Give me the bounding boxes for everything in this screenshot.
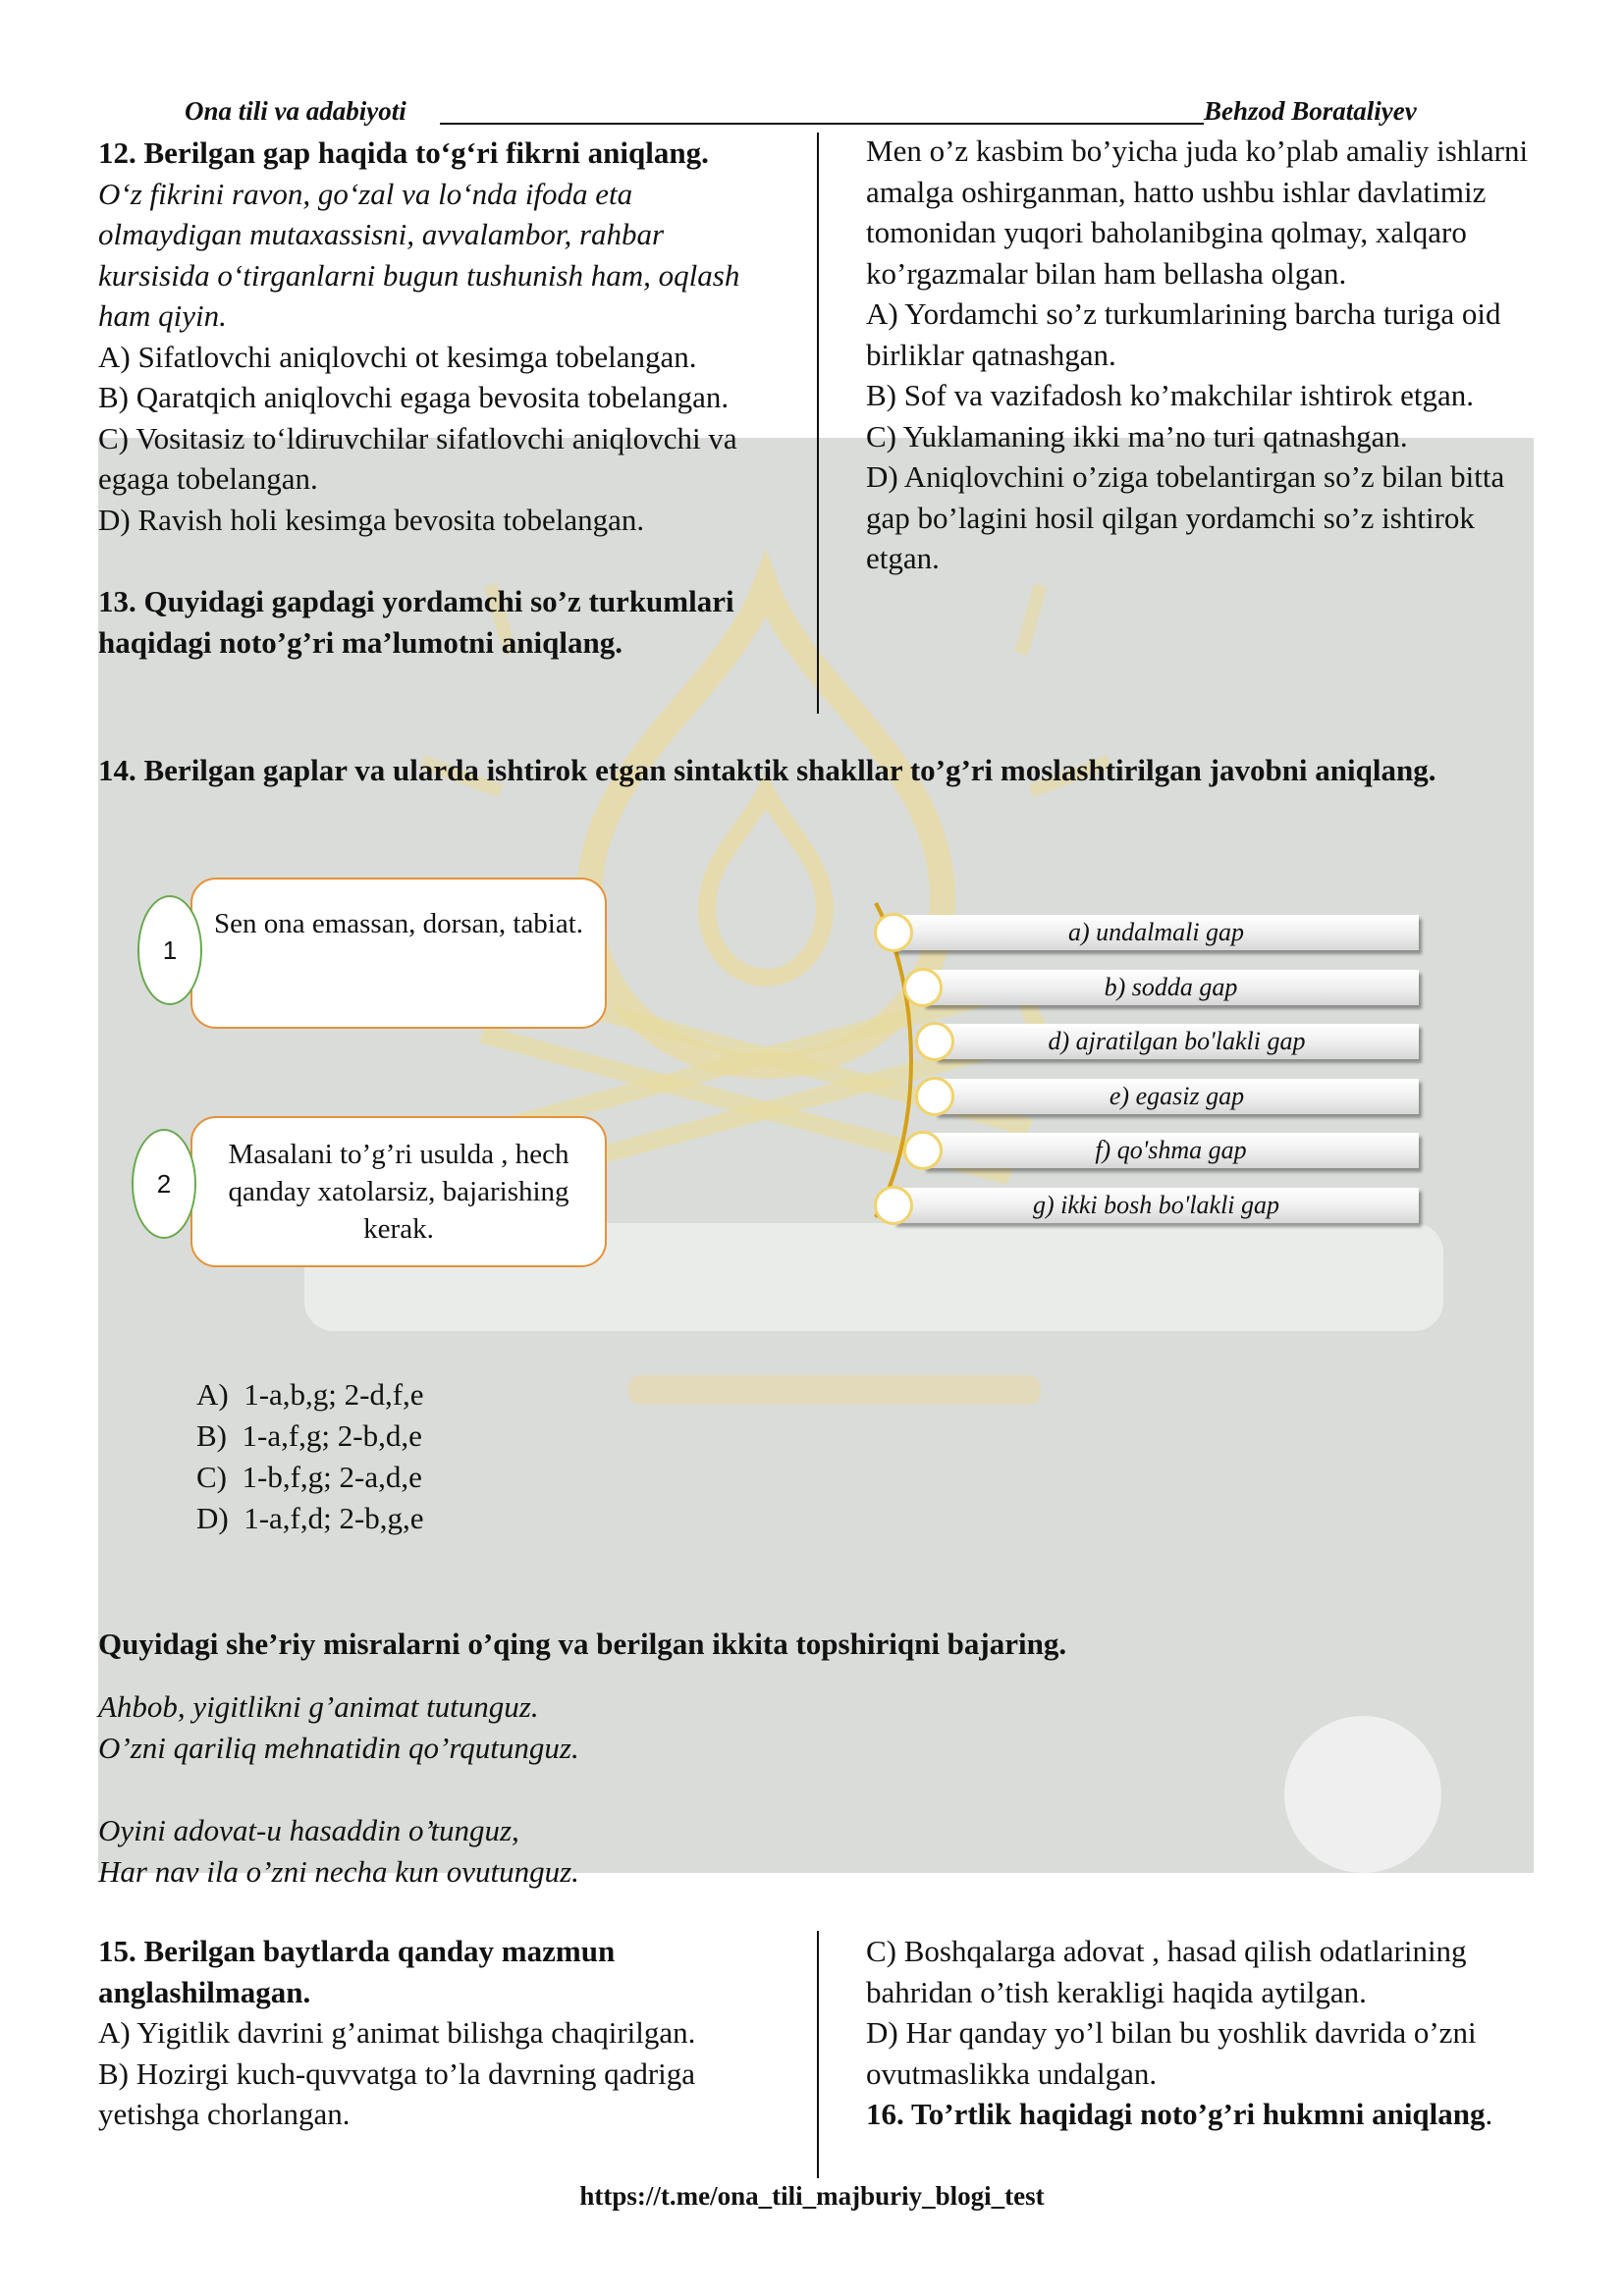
- poem-line-3: Oyini adovat-u hasaddin o’tunguz,: [98, 1813, 519, 1847]
- choice-d: d) ajratilgan bo'lakli gap: [935, 1024, 1419, 1059]
- choice-e-bullet: [915, 1077, 954, 1116]
- question-15-option-c: C) Boshqalarga adovat , hasad qilish odatlarining bahridan o’tish kerakligi haqida aytilgan.: [866, 1934, 1467, 2009]
- sentence-number-1: 1: [137, 895, 202, 1005]
- question-13-passage: Men o’z kasbim bo’yicha juda ko’plab amaliy ishlarni amalga oshirganman, hatto ushbu ishlar davlatimiz tomonidan yuqori baholanibgina qolmay, xalqaro ko’rgazmalar bilan ham bellasha olgan.: [866, 133, 1529, 291]
- question-12-title: 12. Berilgan gap haqida to‘g‘ri fikrni aniqlang.: [98, 135, 709, 170]
- question-15-option-d: D) Har qanday yo’l bilan bu yoshlik davrida o’zni ovutmaslikka undalgan.: [866, 2015, 1477, 2091]
- choice-e: e) egasiz gap: [935, 1079, 1419, 1114]
- choice-d-bullet: [915, 1022, 954, 1061]
- header-subject: Ona tili va adabiyoti: [185, 96, 406, 126]
- question-13-option-c: C) Yuklamaning ikki ma’no turi qatnashgan.: [866, 418, 1408, 454]
- poem-instruction: Quyidagi she’riy misralarni o’qing va berilgan ikkita topshiriqni bajaring.: [98, 1627, 1067, 1661]
- question-12-option-a: A) Sifatlovchi aniqlovchi ot kesimga tobelangan.: [98, 339, 697, 374]
- choice-f: f) qo'shma gap: [923, 1133, 1419, 1168]
- sentence-number-2: 2: [132, 1129, 196, 1239]
- choice-g: g) ikki bosh bo'lakli gap: [893, 1188, 1419, 1223]
- choice-a: a) undalmali gap: [893, 915, 1419, 950]
- question-15-option-b: B) Hozirgi kuch-quvvatga to’la davrning qadriga yetishga chorlangan.: [98, 2056, 696, 2131]
- question-15-option-a: A) Yigitlik davrini g’animat bilishga chaqirilgan.: [98, 2015, 696, 2050]
- header-rule: [440, 123, 1204, 125]
- choice-b: b) sodda gap: [923, 970, 1419, 1005]
- question-15-title: 15. Berilgan baytlarda qanday mazmun anglashilmagan.: [98, 1934, 616, 2009]
- question-13-option-a: A) Yordamchi so’z turkumlarining barcha turiga oid birliklar qatnashgan.: [866, 296, 1501, 372]
- column-divider: [817, 133, 819, 714]
- footer-link[interactable]: https://t.me/ona_tili_majburiy_blogi_test: [579, 2181, 1045, 2211]
- question-15-continued: [866, 1931, 1539, 2135]
- question-13-title: 13. Quyidagi gapdagi yordamchi so’z turkumlari haqidagi noto’g’ri ma’lumotni aniqlang.: [98, 584, 734, 660]
- question-13: [866, 131, 1539, 579]
- question-14-answers: [196, 1374, 424, 1539]
- poem-line-4: Har nav ila o’zni necha kun ovutunguz.: [98, 1854, 579, 1889]
- question-13-option-b: B) Sof va vazifadosh ko’makchilar ishtirok etgan.: [866, 378, 1474, 412]
- question-12-passage: O‘z fikrini ravon, go‘zal va lo‘nda ifoda eta olmaydigan mutaxassisni, avvalambor, rahbar kursisida o‘tirganlarni bugun tushunish ham, oqlash ham qiyin.: [98, 176, 740, 333]
- choice-a-bullet: [874, 913, 913, 952]
- question-12-option-c: C) Vositasiz to‘ldiruvchilar sifatlovchi aniqlovchi va egaga tobelangan.: [98, 420, 737, 496]
- choice-g-bullet: [874, 1186, 913, 1225]
- sentence-box-1: Sen ona emassan, dorsan, tabiat.: [190, 878, 607, 1029]
- sentence-box-2: Masalani to’g’ri usulda , hech qanday xatolarsiz, bajarishing kerak.: [190, 1116, 607, 1267]
- poem-stanza-1: [98, 1686, 579, 1769]
- question-12-option-d: D) Ravish holi kesimga bevosita tobelangan.: [98, 502, 645, 537]
- question-16-title: 16. To’rtlik haqidagi noto’g’ri hukmni aniqlang.: [866, 2097, 1493, 2131]
- poem-line-1: Ahbob, yigitlikni g’animat tutunguz.: [98, 1689, 539, 1724]
- question-12: [98, 133, 776, 663]
- header-author: Behzod Borataliyev: [1204, 96, 1417, 126]
- answer-a: A) 1-a,b,g; 2-d,f,e: [196, 1377, 424, 1412]
- question-15: [98, 1931, 776, 2135]
- answer-b: B) 1-a,f,g; 2-b,d,e: [196, 1418, 422, 1453]
- choice-b-bullet: [903, 968, 943, 1007]
- answer-d: D) 1-a,f,d; 2-b,g,e: [196, 1501, 424, 1535]
- column-divider-bottom: [817, 1931, 819, 2178]
- poem-line-2: O’zni qariliq mehnatidin qo’rqutunguz.: [98, 1731, 579, 1765]
- poem-stanza-2: [98, 1810, 579, 1893]
- question-12-option-b: B) Qaratqich aniqlovchi egaga bevosita tobelangan.: [98, 380, 730, 414]
- choice-f-bullet: [903, 1131, 943, 1170]
- question-14-title: 14. Berilgan gaplar va ularda ishtirok etgan sintaktik shakllar to’g’ri moslashtirilgan javobni aniqlang.: [98, 753, 1436, 787]
- question-13-option-d: D) Aniqlovchini o’ziga tobelantirgan so’z bilan bitta gap bo’lagini hosil qilgan yordamchi so’z ishtirok etgan.: [866, 459, 1505, 575]
- answer-c: C) 1-b,f,g; 2-a,d,e: [196, 1460, 422, 1494]
